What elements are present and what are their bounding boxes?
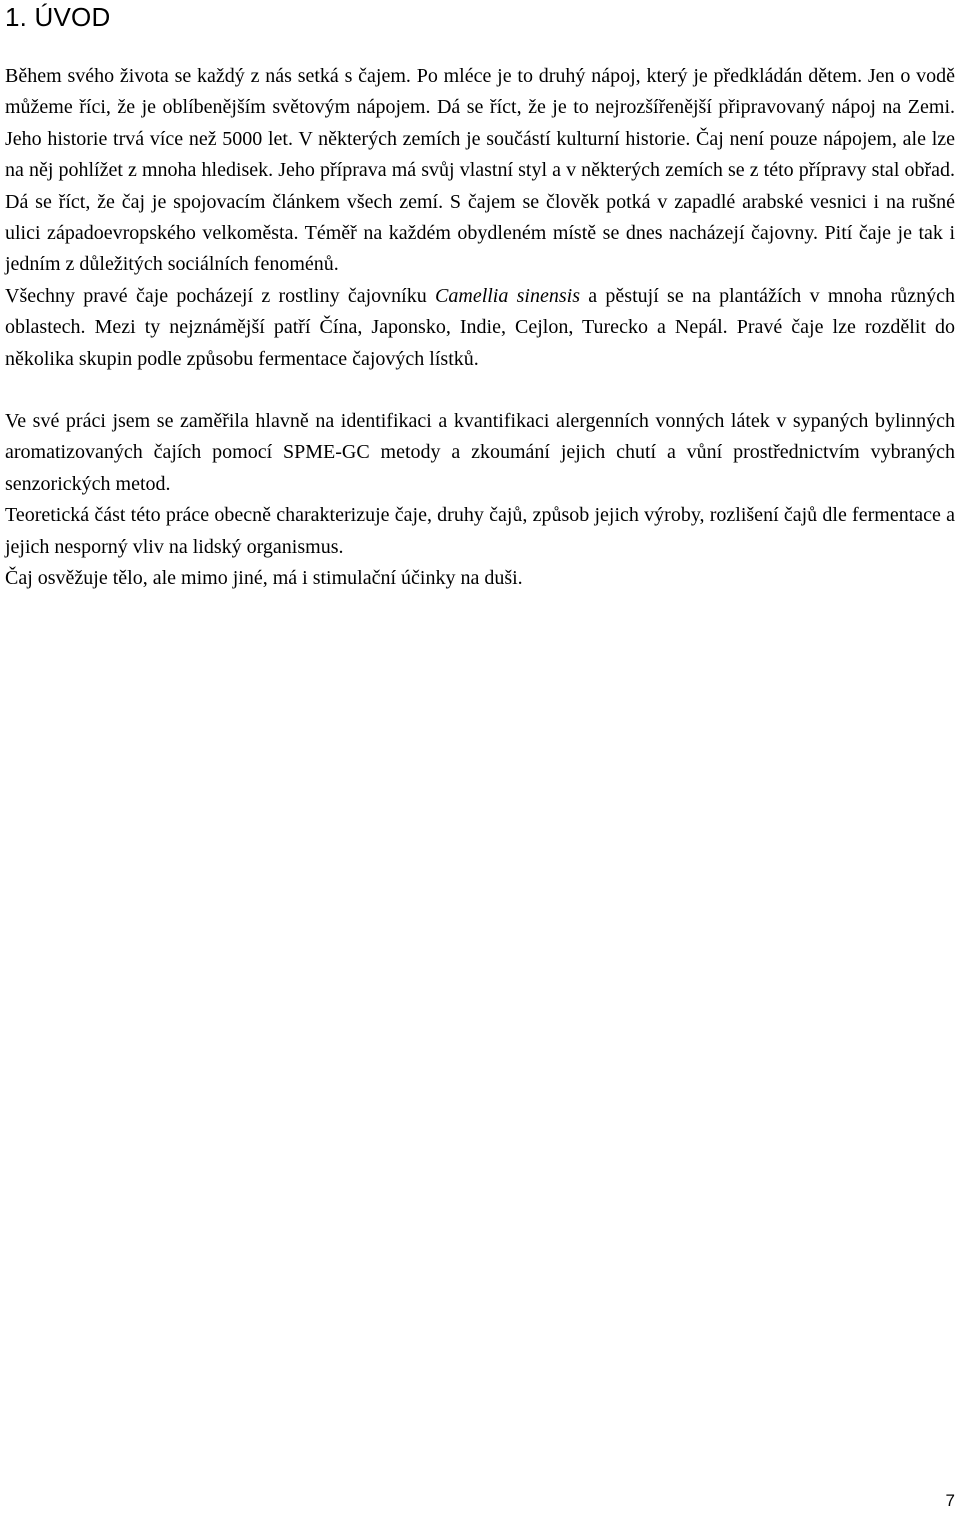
paragraph-spacer bbox=[5, 375, 955, 406]
chapter-heading: 1. ÚVOD bbox=[5, 2, 111, 32]
document-body bbox=[5, 61, 955, 595]
paragraph-theory: Teoretická část této práce obecně charakterizuje čaje, druhy čajů, způsob jejich výroby, rozlišení čajů dle fermentace a jejich nesporný vliv na lidský organismus. bbox=[5, 504, 955, 558]
paragraph-aim: Ve své práci jsem se zaměřila hlavně na identifikaci a kvantifikaci alergenních vonných látek v sypaných bylinných aromatizovaných čajích pomocí SPME-GC metody a zkoumání jejich chutí a vůní prostřednictvím vybraných senzorických metod. bbox=[5, 410, 955, 495]
page-number: 7 bbox=[945, 1491, 955, 1510]
paragraph-camellia-start: Všechny pravé čaje pocházejí z rostliny čajovníku bbox=[5, 284, 436, 307]
species-name: Camellia sinensis bbox=[435, 284, 580, 307]
paragraph-closing: Čaj osvěžuje tělo, ale mimo jiné, má i stimulační účinky na duši. bbox=[5, 567, 523, 590]
paragraph-camellia bbox=[5, 281, 955, 375]
paragraph-introduction: Během svého života se každý z nás setká s čajem. Po mléce je to druhý nápoj, který je předkládán dětem. Jen o vodě můžeme říci, že je oblíbenějším světovým nápojem. Dá se říct, že je to nejrozšířenější připravovaný nápoj na Zemi. Jeho historie trvá více než 5000 let. V některých zemích je součástí kulturní historie. Čaj není pouze nápojem, ale lze na něj pohlížet z mnoha hledisek. Jeho příprava má svůj vlastní styl a v některých zemích se z této přípravy stal obřad. Dá se říct, že čaj je spojovacím článkem všech zemí. S čajem se člověk potká v zapadlé arabské vesnici i na rušné ulici západoevropského velkoměsta. Téměř na každém obydleném místě se dnes nacházejí čajovny. Pití čaje je tak i jedním z důležitých sociálních fenoménů. bbox=[5, 65, 955, 276]
paragraph-camellia-end: a pěstují se na plantážích v mnoha různých oblastech. Mezi ty nejznámější patří Čína, Japonsko, Indie, Cejlon, Turecko a Nepál. Pravé čaje lze rozdělit do několika skupin podle způsobu fermentace čajových lístků. bbox=[5, 284, 955, 370]
